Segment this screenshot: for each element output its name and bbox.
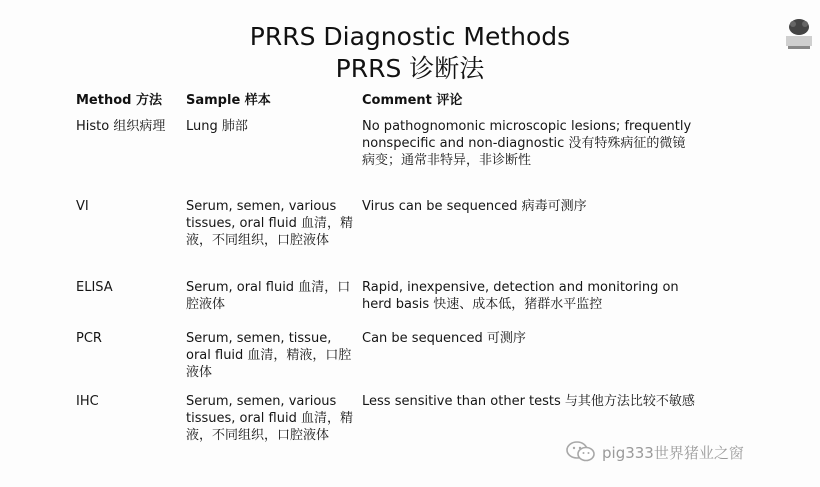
wechat-icon <box>566 441 596 463</box>
row-sample: Serum, semen, tissue, oral fluid 血清，精液，口腔液体 <box>186 331 352 380</box>
slide-title: PRRS Diagnostic Methods <box>249 22 571 51</box>
row-comment: Rapid, inexpensive, detection and monitoring on herd basis 快速、成本低，猪群水平监控 <box>362 280 679 312</box>
header-sample: Sample 样本 <box>186 93 271 108</box>
row-comment: Virus can be sequenced 病毒可测序 <box>362 199 587 214</box>
row-sample: Serum, semen, various tissues, oral fluid 血清，精液，不同组织，口腔液体 <box>186 199 353 248</box>
row-comment: Less sensitive than other tests 与其他方法比较不敏感 <box>362 394 695 409</box>
row-sample: Lung 肺部 <box>186 119 248 134</box>
header-method: Method 方法 <box>76 93 162 108</box>
row-comment: Can be sequenced 可测序 <box>362 331 526 346</box>
row-sample: Serum, semen, various tissues, oral fluid 血清，精液，不同组织，口腔液体 <box>186 394 353 443</box>
row-method: ELISA <box>76 280 113 295</box>
header-comment: Comment 评论 <box>362 93 463 108</box>
row-method: PCR <box>76 331 102 346</box>
row-sample: Serum, oral fluid 血清，口腔液体 <box>186 280 351 312</box>
row-comment: No pathognomonic microscopic lesions; frequently nonspecific and non-diagnostic 没有特殊病征的微镜病变；通常非特异，非诊断性 <box>362 119 692 168</box>
watermark-text: pig333世界猪业之窗 <box>602 443 744 462</box>
watermark <box>566 440 744 464</box>
row-method: Histo 组织病理 <box>76 119 166 134</box>
slide-subtitle: PRRS 诊断法 <box>335 54 485 83</box>
pig-logo-icon <box>784 12 814 50</box>
row-method: IHC <box>76 394 99 409</box>
row-method: VI <box>76 199 89 214</box>
